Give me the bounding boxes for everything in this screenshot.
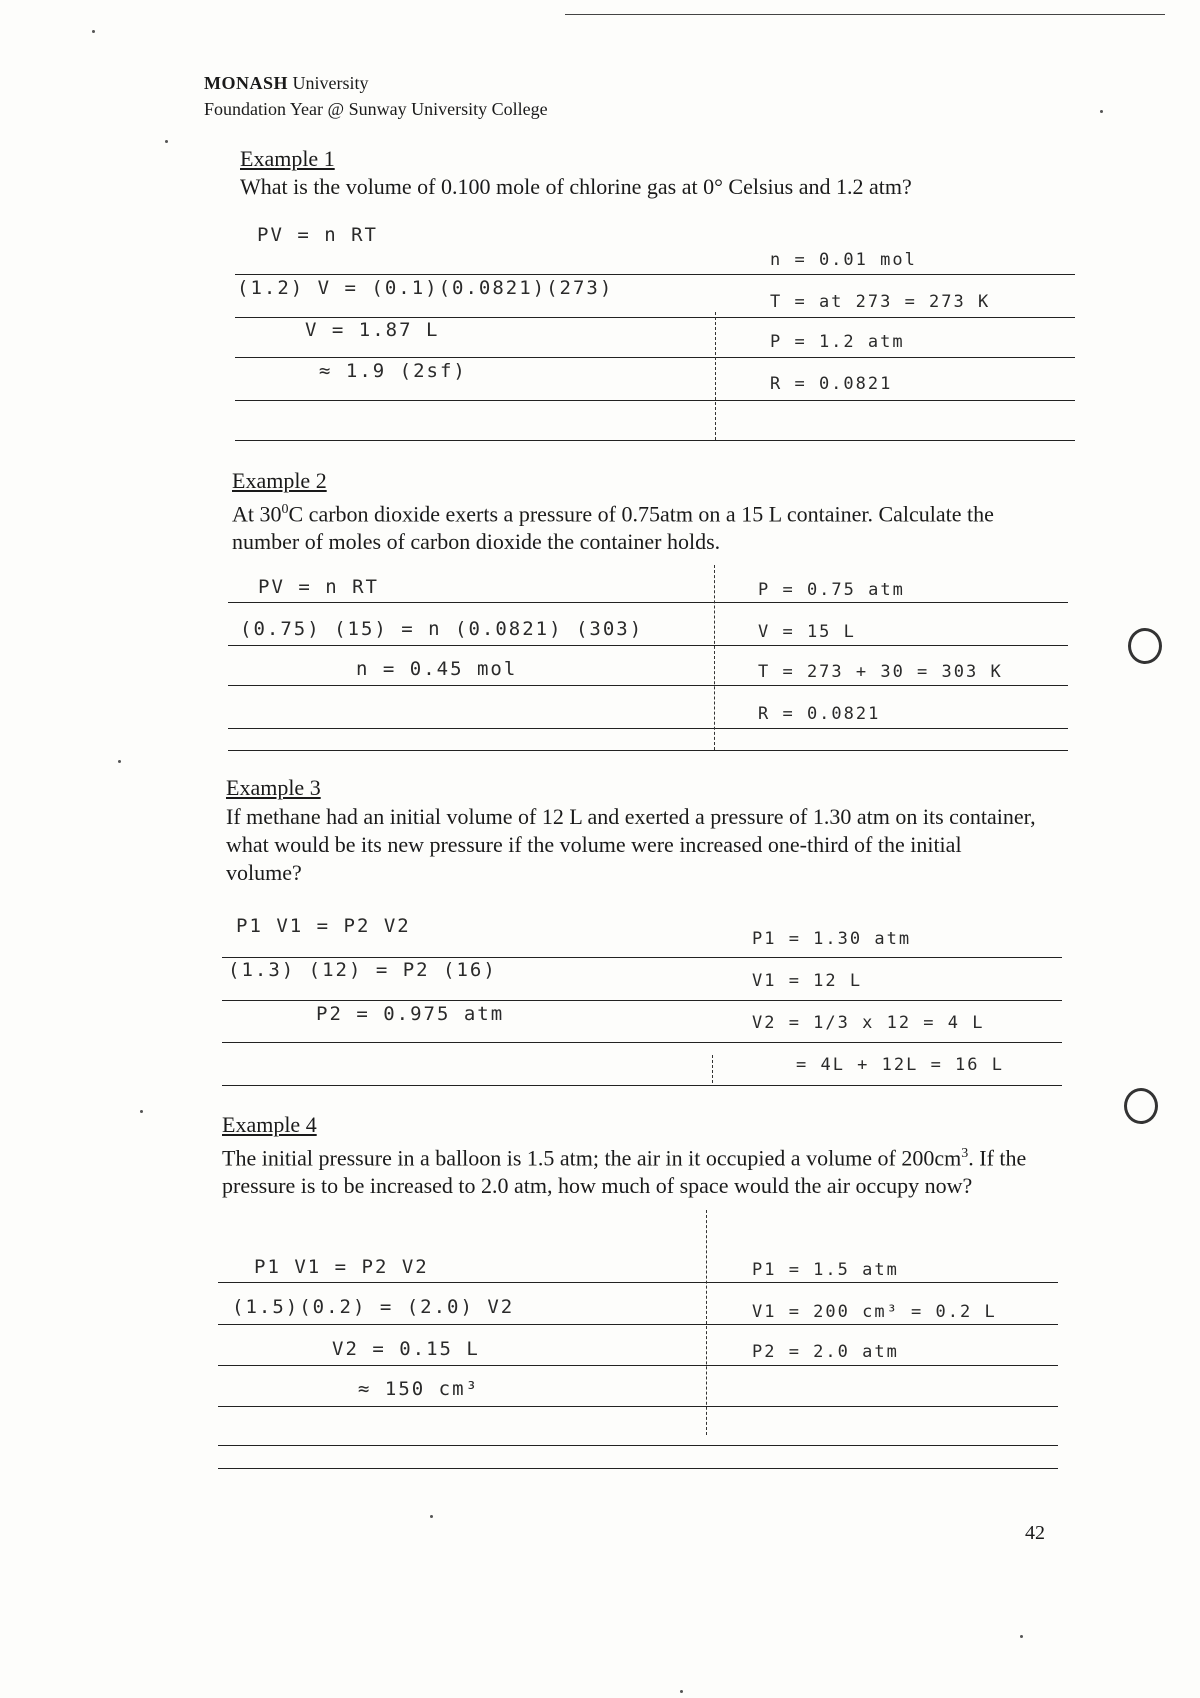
example-question: What is the volume of 0.100 mole of chlorine gas at 0° Celsius and 1.2 atm?	[240, 174, 912, 199]
scan-speck	[430, 1515, 433, 1518]
given-value: P2 = 2.0 atm	[752, 1342, 899, 1362]
working-line: V2 = 0.15 L	[332, 1338, 480, 1360]
given-value: P = 1.2 atm	[770, 332, 905, 352]
university-label: University	[292, 73, 369, 93]
brand-name: MONASH	[204, 73, 288, 93]
scan-speck	[92, 30, 95, 33]
binder-hole-mark	[1124, 1088, 1158, 1124]
worksheet-lines	[218, 1250, 1058, 1470]
worksheet-lines	[228, 570, 1068, 755]
working-line: (0.75) (15) = n (0.0821) (303)	[240, 618, 644, 640]
example-title: Example 3	[226, 775, 321, 800]
scan-speck	[140, 1110, 143, 1113]
given-value: R = 0.0821	[758, 704, 881, 724]
given-value: V1 = 200 cm³ = 0.2 L	[752, 1302, 997, 1322]
program-label: Foundation Year @ Sunway University College	[204, 99, 548, 119]
binder-hole-mark	[1128, 628, 1162, 664]
given-value: P1 = 1.5 atm	[752, 1260, 899, 1280]
given-value: n = 0.01 mol	[770, 250, 917, 270]
scan-edge-line	[565, 14, 1165, 15]
working-line: n = 0.45 mol	[356, 658, 518, 680]
working-line: ≈ 1.9 (2sf)	[319, 360, 467, 382]
working-line: (1.2) V = (0.1)(0.0821)(273)	[237, 277, 614, 299]
institution-header	[204, 70, 548, 122]
scan-speck	[680, 1690, 683, 1693]
given-value: V1 = 12 L	[752, 971, 863, 991]
example-title: Example 1	[240, 146, 335, 171]
given-value: T = at 273 = 273 K	[770, 292, 991, 312]
working-line: V = 1.87 L	[305, 319, 440, 341]
worksheet-lines	[222, 915, 1062, 1090]
scan-speck	[1020, 1635, 1023, 1638]
scan-speck	[165, 140, 168, 143]
scan-speck	[1100, 110, 1103, 113]
given-value: = 4L + 12L = 16 L	[796, 1055, 1004, 1075]
working-line: ≈ 150 cm³	[358, 1378, 479, 1400]
working-line: PV = n RT	[258, 576, 379, 598]
example-question: At $30^0C$ carbon dioxide exerts a pressure of 0.75atm on a 15 L container. Calculate the number of moles of carbon dioxide the container holds.	[232, 501, 994, 555]
given-value: T = 273 + 30 = 303 K	[758, 662, 1003, 682]
working-line: PV = n RT	[257, 224, 378, 246]
example-question: If methane had an initial volume of 12 L and exerted a pressure of 1.30 atm on its container, what would be its new pressure if the volume were increased one-third of the initial volume?	[226, 804, 1036, 885]
working-line: P2 = 0.975 atm	[316, 1003, 505, 1025]
given-value: V2 = 1/3 x 12 = 4 L	[752, 1013, 985, 1033]
page-number: 42	[1025, 1522, 1045, 1544]
example-title: Example 4	[222, 1112, 317, 1137]
example-title: Example 2	[232, 468, 327, 493]
working-line: P1 V1 = P2 V2	[236, 915, 411, 937]
given-value: R = 0.0821	[770, 374, 893, 394]
example-question: The initial pressure in a balloon is 1.5 atm; the air in it occupied a volume of $200cm^3$. If the pressure is to be increased to 2.0 atm, how much of space would the air occupy now?	[222, 1145, 1027, 1199]
scan-speck	[118, 760, 121, 763]
working-line: P1 V1 = P2 V2	[254, 1256, 429, 1278]
working-line: (1.5)(0.2) = (2.0) V2	[232, 1296, 515, 1318]
given-value: P = 0.75 atm	[758, 580, 905, 600]
given-value: P1 = 1.30 atm	[752, 929, 912, 949]
given-value: V = 15 L	[758, 622, 856, 642]
working-line: (1.3) (12) = P2 (16)	[228, 959, 497, 981]
worksheet-lines	[235, 222, 1075, 442]
